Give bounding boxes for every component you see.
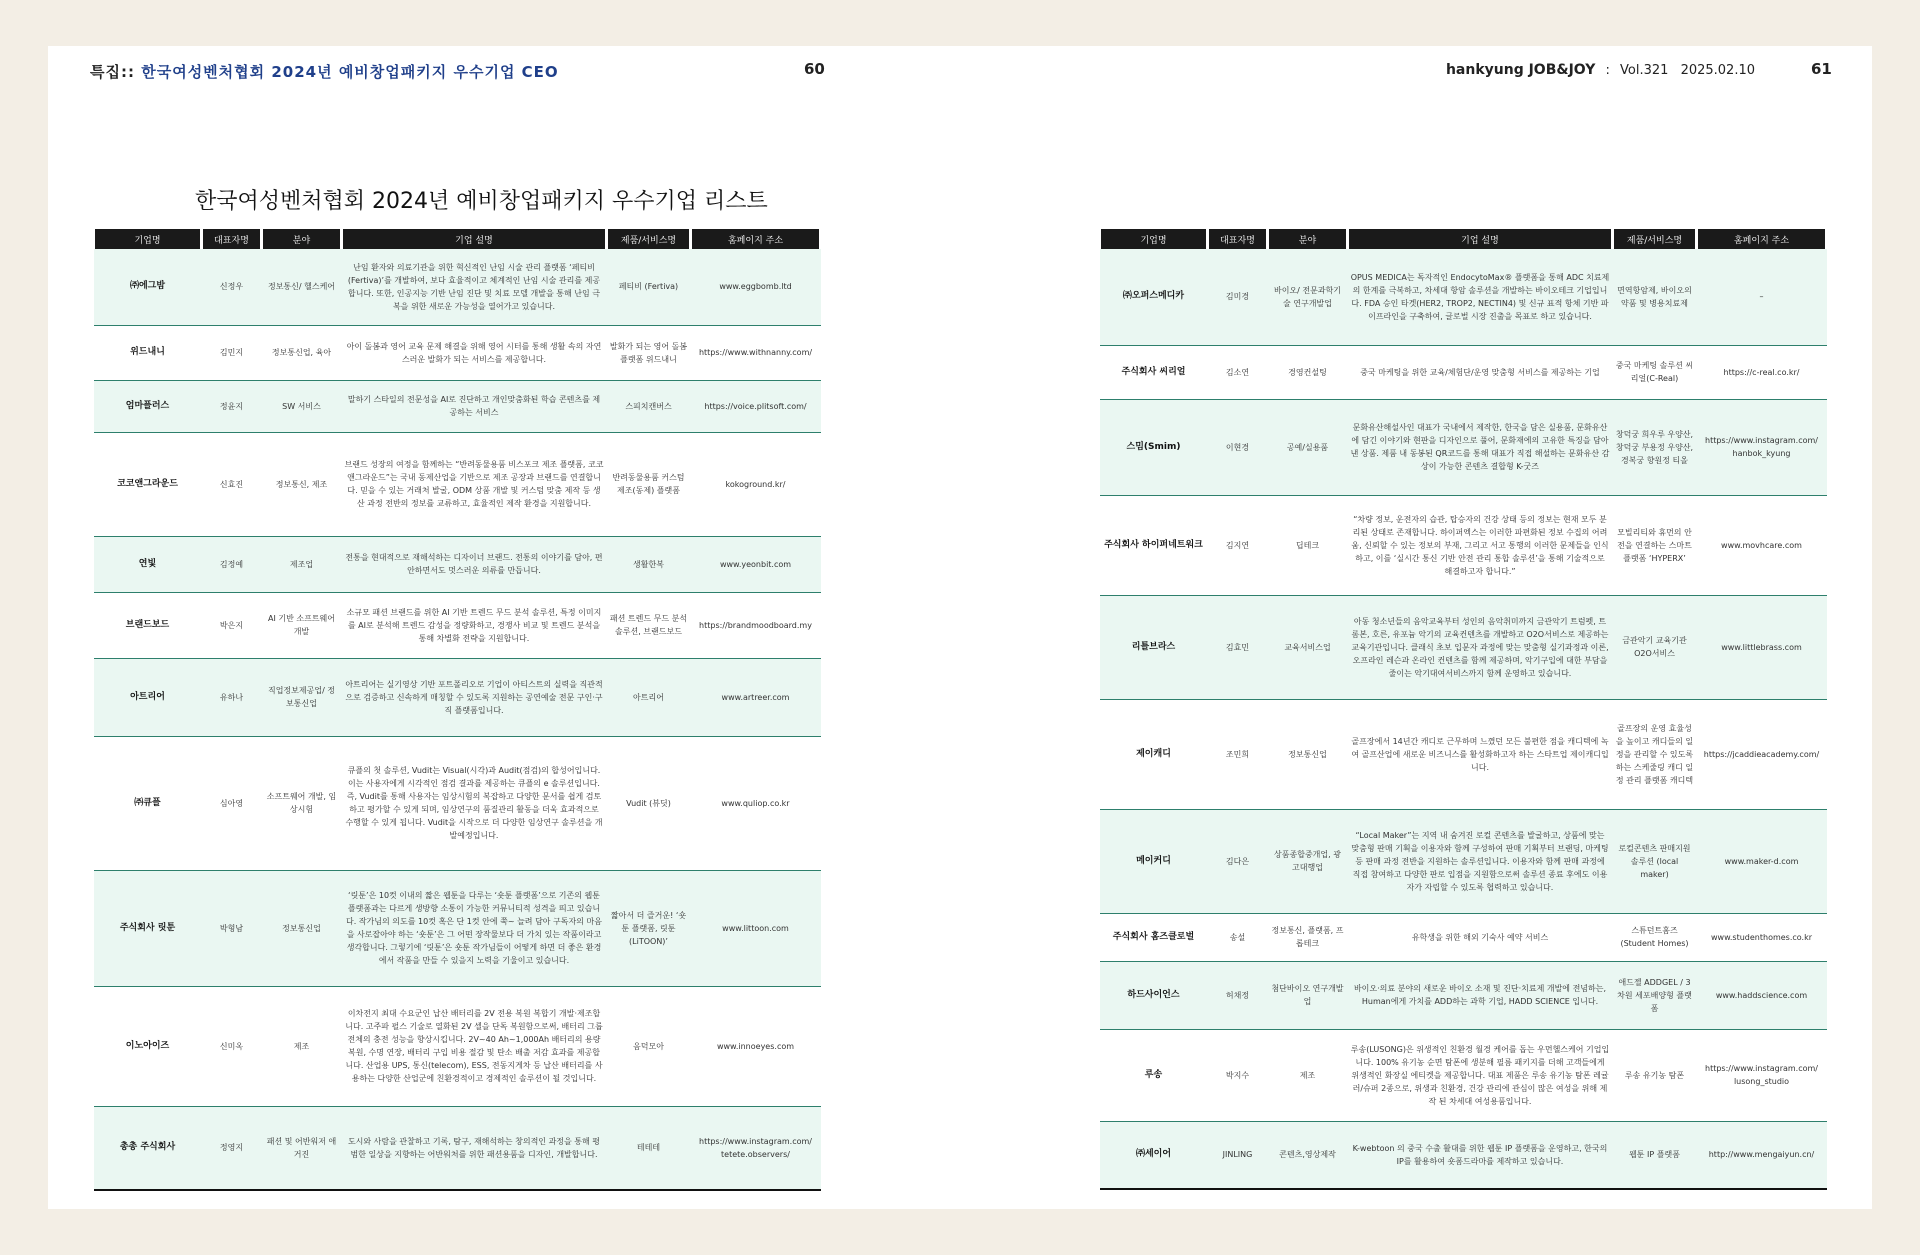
description-cell: 도시와 사람을 관찰하고 기록, 탐구, 재해석하는 창의적인 과정을 통해 평범한 일상을 지향하는 어반워처를 위한 패션용품을 디자인, 개발합니다. — [342, 1106, 607, 1190]
company-name-cell: 이노아이즈 — [94, 986, 202, 1106]
ceo-cell: 정윤지 — [202, 380, 262, 432]
ceo-cell: 조민희 — [1208, 699, 1268, 809]
description-cell: 유학생을 위한 해외 기숙사 예약 서비스 — [1348, 913, 1613, 961]
table-row — [94, 1106, 821, 1190]
column-header: 홈페이지 주소 — [691, 229, 821, 249]
product-cell: 모빌리티와 휴먼의 안전을 연결하는 스마트 플랫폼 ‘HYPERX’ — [1613, 495, 1697, 595]
description-cell: 난임 환자와 의료기관을 위한 혁신적인 난임 시술 관리 플랫폼 ‘페티비(Fertiva)’를 개발하여, 보다 효율적이고 체계적인 난임 시술 관리를 제공합니다. 또한, 인공지능 기반 난임 진단 및 치료 모델 개발을 통해 난임 극복을 위한 새로운 가능성을 열어가고 있습니다. — [342, 249, 607, 325]
table-row — [94, 592, 821, 658]
homepage-cell[interactable]: – — [1697, 249, 1827, 345]
column-header: 대표자명 — [1208, 229, 1268, 249]
homepage-cell[interactable]: https://www.instagram.com/ lusong_studio — [1697, 1029, 1827, 1121]
company-name-cell: 스밈(Smim) — [1100, 399, 1208, 495]
company-name-cell: 브랜드보드 — [94, 592, 202, 658]
product-cell: 루송 유기농 탐폰 — [1613, 1029, 1697, 1121]
ceo-cell: JINLING — [1208, 1121, 1268, 1189]
product-cell: 아트리어 — [607, 658, 691, 736]
ceo-cell: 송설 — [1208, 913, 1268, 961]
product-cell: 스튜던트홈즈 (Student Homes) — [1613, 913, 1697, 961]
table-row — [94, 380, 821, 432]
homepage-cell[interactable]: https://www.instagram.com/ tetete.observers/ — [691, 1106, 821, 1190]
product-cell: 테테테 — [607, 1106, 691, 1190]
product-cell: 면역항암제, 바이오의약품 및 병용치료제 — [1613, 249, 1697, 345]
column-header: 분야 — [262, 229, 342, 249]
field-cell: 콘텐츠,영상제작 — [1268, 1121, 1348, 1189]
product-cell: 음덕모아 — [607, 986, 691, 1106]
ceo-cell: 김효민 — [1208, 595, 1268, 699]
field-cell: 제조 — [1268, 1029, 1348, 1121]
ceo-cell: 이현경 — [1208, 399, 1268, 495]
company-name-cell: ㈜오퍼스메디카 — [1100, 249, 1208, 345]
homepage-cell[interactable]: http://www.mengaiyun.cn/ — [1697, 1121, 1827, 1189]
field-cell: 제조 — [262, 986, 342, 1106]
homepage-cell[interactable]: www.movhcare.com — [1697, 495, 1827, 595]
company-name-cell: 주식회사 하이퍼네트워크 — [1100, 495, 1208, 595]
product-cell: 짧아서 더 즐거운! ‘숏툰 플랫폼, 릿툰(LiTOON)’ — [607, 870, 691, 986]
table-row — [94, 736, 821, 870]
table-row — [94, 325, 821, 380]
description-cell: 말하기 스타일의 전문성을 AI로 진단하고 개인맞춤화된 학습 콘텐츠를 제공하는 서비스 — [342, 380, 607, 432]
product-cell: 페티비 (Fertiva) — [607, 249, 691, 325]
magazine-brand: hankyung JOB&JOY — [1445, 62, 1596, 78]
field-cell: 정보통신/ 헬스케어 — [262, 249, 342, 325]
product-cell: 애드젤 ADDGEL / 3차원 세포배양형 플랫폼 — [1613, 961, 1697, 1029]
homepage-cell[interactable]: www.haddscience.com — [1697, 961, 1827, 1029]
table-row — [94, 870, 821, 986]
field-cell: 소프트웨어 개발, 임상시험 — [262, 736, 342, 870]
field-cell: 딥테크 — [1268, 495, 1348, 595]
ceo-cell: 박은지 — [202, 592, 262, 658]
product-cell: 스피치캔버스 — [607, 380, 691, 432]
field-cell: 정보통신, 플랫폼, 프롭테크 — [1268, 913, 1348, 961]
company-name-cell: 코코앤그라운드 — [94, 432, 202, 536]
company-table-right — [1098, 229, 1828, 1190]
homepage-cell[interactable]: www.littoon.com — [691, 870, 821, 986]
table-row — [94, 249, 821, 325]
homepage-cell[interactable]: www.eggbomb.ltd — [691, 249, 821, 325]
description-cell: 아동 청소년들의 음악교육부터 성인의 음악취미까지 금관악기 트럼펫, 트롬본, 호른, 유포늄 악기의 교육컨텐츠를 개발하고 O2O서비스로 제공하는 교육기관입니다. 클래식 초보 입문자 과정에 맞는 맞춤형 실기과정과 이론, 오프라인 레슨과 온라인 컨텐츠를 함께 제공하며, 악기구입에 대한 부담을 줄이는 악기대여서비스까지 함께 운영하고 있습니다. — [1348, 595, 1613, 699]
page-number-left: 60 — [804, 60, 825, 78]
field-cell: 경영컨설팅 — [1268, 345, 1348, 399]
homepage-cell[interactable]: https://www.instagram.com/ hanbok_kyung — [1697, 399, 1827, 495]
ceo-cell: 김미경 — [1208, 249, 1268, 345]
company-name-cell: 주식회사 홈즈클로벌 — [1100, 913, 1208, 961]
description-cell: “Local Maker”는 지역 내 숨겨진 로컬 콘텐츠를 발굴하고, 상품에 맞는 맞춤형 판매 기획을 이용자와 함께 구성하여 판매 기획부터 브랜딩, 마케팅 등 판매 과정 전반을 지원하는 솔루션입니다. 이용자와 함께 판매 과정에 직접 참여하고 다양한 판로 입점을 지원함으로써 솔루션 종료 후에도 이용자가 자립할 수 있도록 협력하고 있습니다. — [1348, 809, 1613, 913]
table-row — [94, 658, 821, 736]
product-cell: 생활한복 — [607, 536, 691, 592]
column-header: 기업 설명 — [342, 229, 607, 249]
homepage-cell[interactable]: www.littlebrass.com — [1697, 595, 1827, 699]
description-cell: 전통을 현대적으로 재해석하는 디자이너 브랜드. 전통의 이야기를 담아, 편안하면서도 멋스러운 의류를 만듭니다. — [342, 536, 607, 592]
column-header: 기업명 — [1100, 229, 1208, 249]
field-cell: 정보통신업, 육아 — [262, 325, 342, 380]
field-cell: 패션 및 어반워저 애거진 — [262, 1106, 342, 1190]
homepage-cell[interactable]: https://www.withnanny.com/ — [691, 325, 821, 380]
description-cell: 루송(LUSONG)은 위생적인 친환경 월경 케어를 돕는 우먼헬스케어 기업입니다. 100% 유기농 순면 탐폰에 생분해 필름 패키지를 더해 고객들에게 위생적인 화장실 에티켓을 제공합니다. 대표 제품은 루송 유기농 탐폰 레귤러/슈퍼 2종으로, 위생과 친환경, 건강 관리에 관심이 많은 여성을 위해 제작 된 차세대 여성용품입니다. — [1348, 1029, 1613, 1121]
section-header — [90, 61, 559, 82]
company-name-cell: 메이커디 — [1100, 809, 1208, 913]
product-cell: 로컬콘텐츠 판매지원 솔루션 (local maker) — [1613, 809, 1697, 913]
issue-number: Vol.321 — [1620, 63, 1669, 78]
ceo-cell: 신효진 — [202, 432, 262, 536]
homepage-cell[interactable]: www.quliop.co.kr — [691, 736, 821, 870]
product-cell: 중국 마케팅 솔루션 씨리얼(C-Real) — [1613, 345, 1697, 399]
ceo-cell: 심아영 — [202, 736, 262, 870]
magazine-header: hankyung JOB&JOY : Vol.321 2025.02.10 — [1445, 62, 1755, 78]
table-row — [1100, 1121, 1827, 1189]
ceo-cell: 신미옥 — [202, 986, 262, 1106]
product-cell: 창덕궁 희우루 우양산, 창덕궁 부용정 우양산, 경복궁 향원정 티올 — [1613, 399, 1697, 495]
column-header: 홈페이지 주소 — [1697, 229, 1827, 249]
table-row — [1100, 699, 1827, 809]
description-cell: K-webtoon 의 중국 수출 활대를 위한 웹툰 IP 플랫폼을 운영하고, 한국의 IP를 활용하여 숏폼드라마를 제작하고 있습니다. — [1348, 1121, 1613, 1189]
ceo-cell: 유하나 — [202, 658, 262, 736]
field-cell: 바이오/ 전문과학기술 연구개발업 — [1268, 249, 1348, 345]
field-cell: 직업정보제공업/ 정보통신업 — [262, 658, 342, 736]
description-cell: 중국 마케팅을 위한 교육/체험단/운영 맞춤형 서비스를 제공하는 기업 — [1348, 345, 1613, 399]
ceo-cell: 김소연 — [1208, 345, 1268, 399]
company-name-cell: ㈜세이어 — [1100, 1121, 1208, 1189]
description-cell: 소규모 패션 브랜드를 위한 AI 기반 트렌드 무드 분석 솔루션, 특정 이미지를 AI로 분석해 트렌드 감성을 정량화하고, 경쟁사 비교 및 트렌드 분석을 통해 차별화 전략을 지원합니다. — [342, 592, 607, 658]
table-row — [1100, 913, 1827, 961]
company-name-cell: 아트리어 — [94, 658, 202, 736]
company-name-cell: 제이캐디 — [1100, 699, 1208, 809]
description-cell: 큐플의 첫 솔루션, Vudit는 Visual(시각)과 Audit(점검)의 합성어입니다. 이는 사용자에게 시각적인 점검 결과를 제공하는 큐플의 e 솔루션입니다. 즉, Vudit를 통해 사용자는 임상시험의 복잡하고 다양한 문서를 쉽게 검토하고 평가할 수 있게 되며, 임상연구의 품질관리 활동을 더욱 효과적으로 수행할 수 있게 됩니다. Vudit을 시작으로 더 다양한 임상연구 솔루션을 개발예정입니다. — [342, 736, 607, 870]
ceo-cell: 신정우 — [202, 249, 262, 325]
field-cell: 상품종합중개업, 광고대행업 — [1268, 809, 1348, 913]
homepage-cell[interactable]: kokoground.kr/ — [691, 432, 821, 536]
homepage-cell[interactable]: www.innoeyes.com — [691, 986, 821, 1106]
company-name-cell: 하드사이언스 — [1100, 961, 1208, 1029]
table-row — [1100, 249, 1827, 345]
product-cell: 반려동물용품 커스텀 제조(동제) 플랫폼 — [607, 432, 691, 536]
ceo-cell: 김다은 — [1208, 809, 1268, 913]
ceo-cell: 박지수 — [1208, 1029, 1268, 1121]
description-cell: 골프장에서 14년간 캐디로 근무하며 느꼈던 모든 불편한 점을 캐디텍에 녹여 골프산업에 새로운 비즈니스를 활성화하고자 하는 스타트업 제이캐디입니다. — [1348, 699, 1613, 809]
homepage-cell[interactable]: https://c-real.co.kr/ — [1697, 345, 1827, 399]
column-header: 기업 설명 — [1348, 229, 1613, 249]
section-prefix: 특집:: — [90, 63, 135, 81]
company-name-cell: ㈜에그밤 — [94, 249, 202, 325]
table-row — [94, 986, 821, 1106]
field-cell: 정보통신, 제조 — [262, 432, 342, 536]
table-row — [1100, 495, 1827, 595]
column-header: 대표자명 — [202, 229, 262, 249]
table-row — [1100, 961, 1827, 1029]
table-row — [1100, 399, 1827, 495]
column-header: 분야 — [1268, 229, 1348, 249]
field-cell: 정보통신업 — [1268, 699, 1348, 809]
column-header: 제품/서비스명 — [1613, 229, 1697, 249]
homepage-cell[interactable]: https://jcaddieacademy.com/ — [1697, 699, 1827, 809]
field-cell: 첨단바이오 연구개발업 — [1268, 961, 1348, 1029]
field-cell: SW 서비스 — [262, 380, 342, 432]
ceo-cell: 박형남 — [202, 870, 262, 986]
homepage-cell[interactable]: www.studenthomes.co.kr — [1697, 913, 1827, 961]
table-header-row — [94, 229, 821, 249]
homepage-cell[interactable]: www.artreer.com — [691, 658, 821, 736]
company-name-cell: 주식회사 릿툰 — [94, 870, 202, 986]
ceo-cell: 김정예 — [202, 536, 262, 592]
table-row — [1100, 809, 1827, 913]
ceo-cell: 정영지 — [202, 1106, 262, 1190]
field-cell: 공예/실용품 — [1268, 399, 1348, 495]
issue-date: 2025.02.10 — [1680, 63, 1755, 78]
field-cell: 제조업 — [262, 536, 342, 592]
company-name-cell: 엄마플러스 — [94, 380, 202, 432]
product-cell: 웹툰 IP 플랫폼 — [1613, 1121, 1697, 1189]
description-cell: 이차전지 최대 수요군인 납산 배터리를 2V 전용 복원 복합기 개발·제조합니다. 고주파 펄스 기술로 열화된 2V 셀을 단독 복원함으로써, 배터리 그룹 전체의 충전 성능을 향상시킵니다. 2V~40 Ah~1,000Ah 배터리의 용량 복원, 수명 연장, 배터리 구입 비용 절감 및 탄소 배출 저감 효과를 제공합니다. 산업용 UPS, 통신(telecom), ESS, 전동지게차 등 납산 배터리를 사용하는 다양한 산업군에 친환경적이고 경제적인 솔루션이 될 것입니다. — [342, 986, 607, 1106]
description-cell: 바이오·의료 분야의 새로운 바이오 소재 및 진단·치료제 개발에 전념하는, Human에게 가치를 ADD하는 과학 기업, HADD SCIENCE 입니다. — [1348, 961, 1613, 1029]
description-cell: “차량 정보, 운전자의 습관, 탑승자의 건강 상태 등의 정보는 현재 모두 분리된 상태로 존재합니다. 하이퍼엑스는 이러한 파편화된 정보 수집의 어려움, 신뢰할 수 있는 정보의 부재, 그리고 서고 통행의 이러한 문제들을 인식하고, 이를 ‘실시간 통신 기반 안전 관리 통합 솔루션’을 통해 기술적으로 해결하고자 합니다.” — [1348, 495, 1613, 595]
ceo-cell: 허채정 — [1208, 961, 1268, 1029]
homepage-cell[interactable]: https://brandmoodboard.my — [691, 592, 821, 658]
column-header: 기업명 — [94, 229, 202, 249]
column-header: 제품/서비스명 — [607, 229, 691, 249]
description-cell: 아트리어는 실기영상 기반 포트폴리오로 기업이 아티스트의 실력을 직관적으로 검증하고 신속하게 매칭할 수 있도록 지원하는 공연예술 전문 구인·구직 플랫폼입니다. — [342, 658, 607, 736]
field-cell: AI 기반 소프트웨어 개발 — [262, 592, 342, 658]
company-name-cell: 총총 주식회사 — [94, 1106, 202, 1190]
table-header-row — [1100, 229, 1827, 249]
homepage-cell[interactable]: www.maker-d.com — [1697, 809, 1827, 913]
product-cell: Vudit (뷰딧) — [607, 736, 691, 870]
table-row — [94, 432, 821, 536]
field-cell: 정보통신업 — [262, 870, 342, 986]
description-cell: 아이 돌봄과 영어 교육 문제 해결을 위해 영어 시터를 통해 생활 속의 자연스러운 발화가 되는 서비스를 제공합니다. — [342, 325, 607, 380]
company-name-cell: ㈜큐플 — [94, 736, 202, 870]
description-cell: 문화유산해설사인 대표가 국내에서 제작한, 한국을 담은 실용품, 문화유산에 담긴 이야기와 현판을 디자인으로 풀어, 문화재에의 고유한 특징을 담아낸 상품. 제품 내 동봉된 QR코드를 통해 대표가 직접 해설하는 문화유산 감상이 가능한 콘텐츠 결합형 K-굿즈 — [1348, 399, 1613, 495]
company-name-cell: 주식회사 씨리얼 — [1100, 345, 1208, 399]
company-name-cell: 리틀브라스 — [1100, 595, 1208, 699]
product-cell: 패션 트렌드 무드 분석 솔루션, 브랜드보드 — [607, 592, 691, 658]
table-row — [94, 536, 821, 592]
company-name-cell: 위드내니 — [94, 325, 202, 380]
page-number-right: 61 — [1811, 60, 1832, 78]
description-cell: OPUS MEDICA는 독자적인 EndocytoMax® 플랫폼을 통해 ADC 치료제의 한계를 극복하고, 차세대 항암 솔루션을 개발하는 바이오테크 기업입니다. FDA 승인 타겟(HER2, TROP2, NECTIN4) 및 신규 표적 항체 기반 파이프라인을 구축하여, 글로벌 시장 진출을 목표로 하고 있습니다. — [1348, 249, 1613, 345]
company-table-left — [92, 229, 822, 1191]
table-row — [1100, 595, 1827, 699]
homepage-cell[interactable]: https://voice.plitsoft.com/ — [691, 380, 821, 432]
table-row — [1100, 1029, 1827, 1121]
description-cell: 브랜드 성장의 여정을 함께하는 “반려동물용품 비스포크 제조 플랫폼, 코코앤그라운드”는 국내 동제산업을 기반으로 제조 공장과 브랜드를 연결합니다. 믿을 수 있는 거래처 발굴, ODM 상품 개발 및 커스텀 맞춤 제작 등 생산 과정 전반의 정보를 교류하고, 효율적인 제작 환경을 지원합니다. — [342, 432, 607, 536]
ceo-cell: 김민지 — [202, 325, 262, 380]
list-title: 한국여성벤처협회 2024년 예비창업패키지 우수기업 리스트 — [195, 189, 768, 214]
homepage-cell[interactable]: www.yeonbit.com — [691, 536, 821, 592]
company-name-cell: 루송 — [1100, 1029, 1208, 1121]
product-cell: 금관악기 교육기관 O2O서비스 — [1613, 595, 1697, 699]
section-title: 한국여성벤처협회 2024년 예비창업패키지 우수기업 CEO — [141, 63, 559, 81]
description-cell: ‘릿툰’은 10컷 이내의 짧은 웹툰을 다루는 ‘숏툰 플랫폼’으로 기존의 웹툰 플랫폼과는 다르게 생방향 소통이 가능한 커뮤니티적 성격을 띄고 있습니다. 작가님의 의도를 10컷 혹은 단 1컷 안에 쭉~ 늘려 담아 구독자의 마음을 사로잡아야 하는 ‘숏툰’은 그 어떤 장작물보다 더 가치 있는 작품이라고 생각합니다. 그렇기에 ‘릿툰’은 숏툰 작가님들이 어떻게 하면 더 좋은 환경에서 작품을 만들 수 있을지 노력을 기울이고 있습니다. — [342, 870, 607, 986]
ceo-cell: 김지연 — [1208, 495, 1268, 595]
table-row — [1100, 345, 1827, 399]
product-cell: 발화가 되는 영어 돌봄 플랫폼 위드내니 — [607, 325, 691, 380]
field-cell: 교육서비스업 — [1268, 595, 1348, 699]
company-name-cell: 연빛 — [94, 536, 202, 592]
product-cell: 골프장의 운영 효율성을 높이고 캐디들의 일정을 관리할 수 있도록 하는 스케줄링 캐디 일정 관리 플랫폼 캐디텍 — [1613, 699, 1697, 809]
